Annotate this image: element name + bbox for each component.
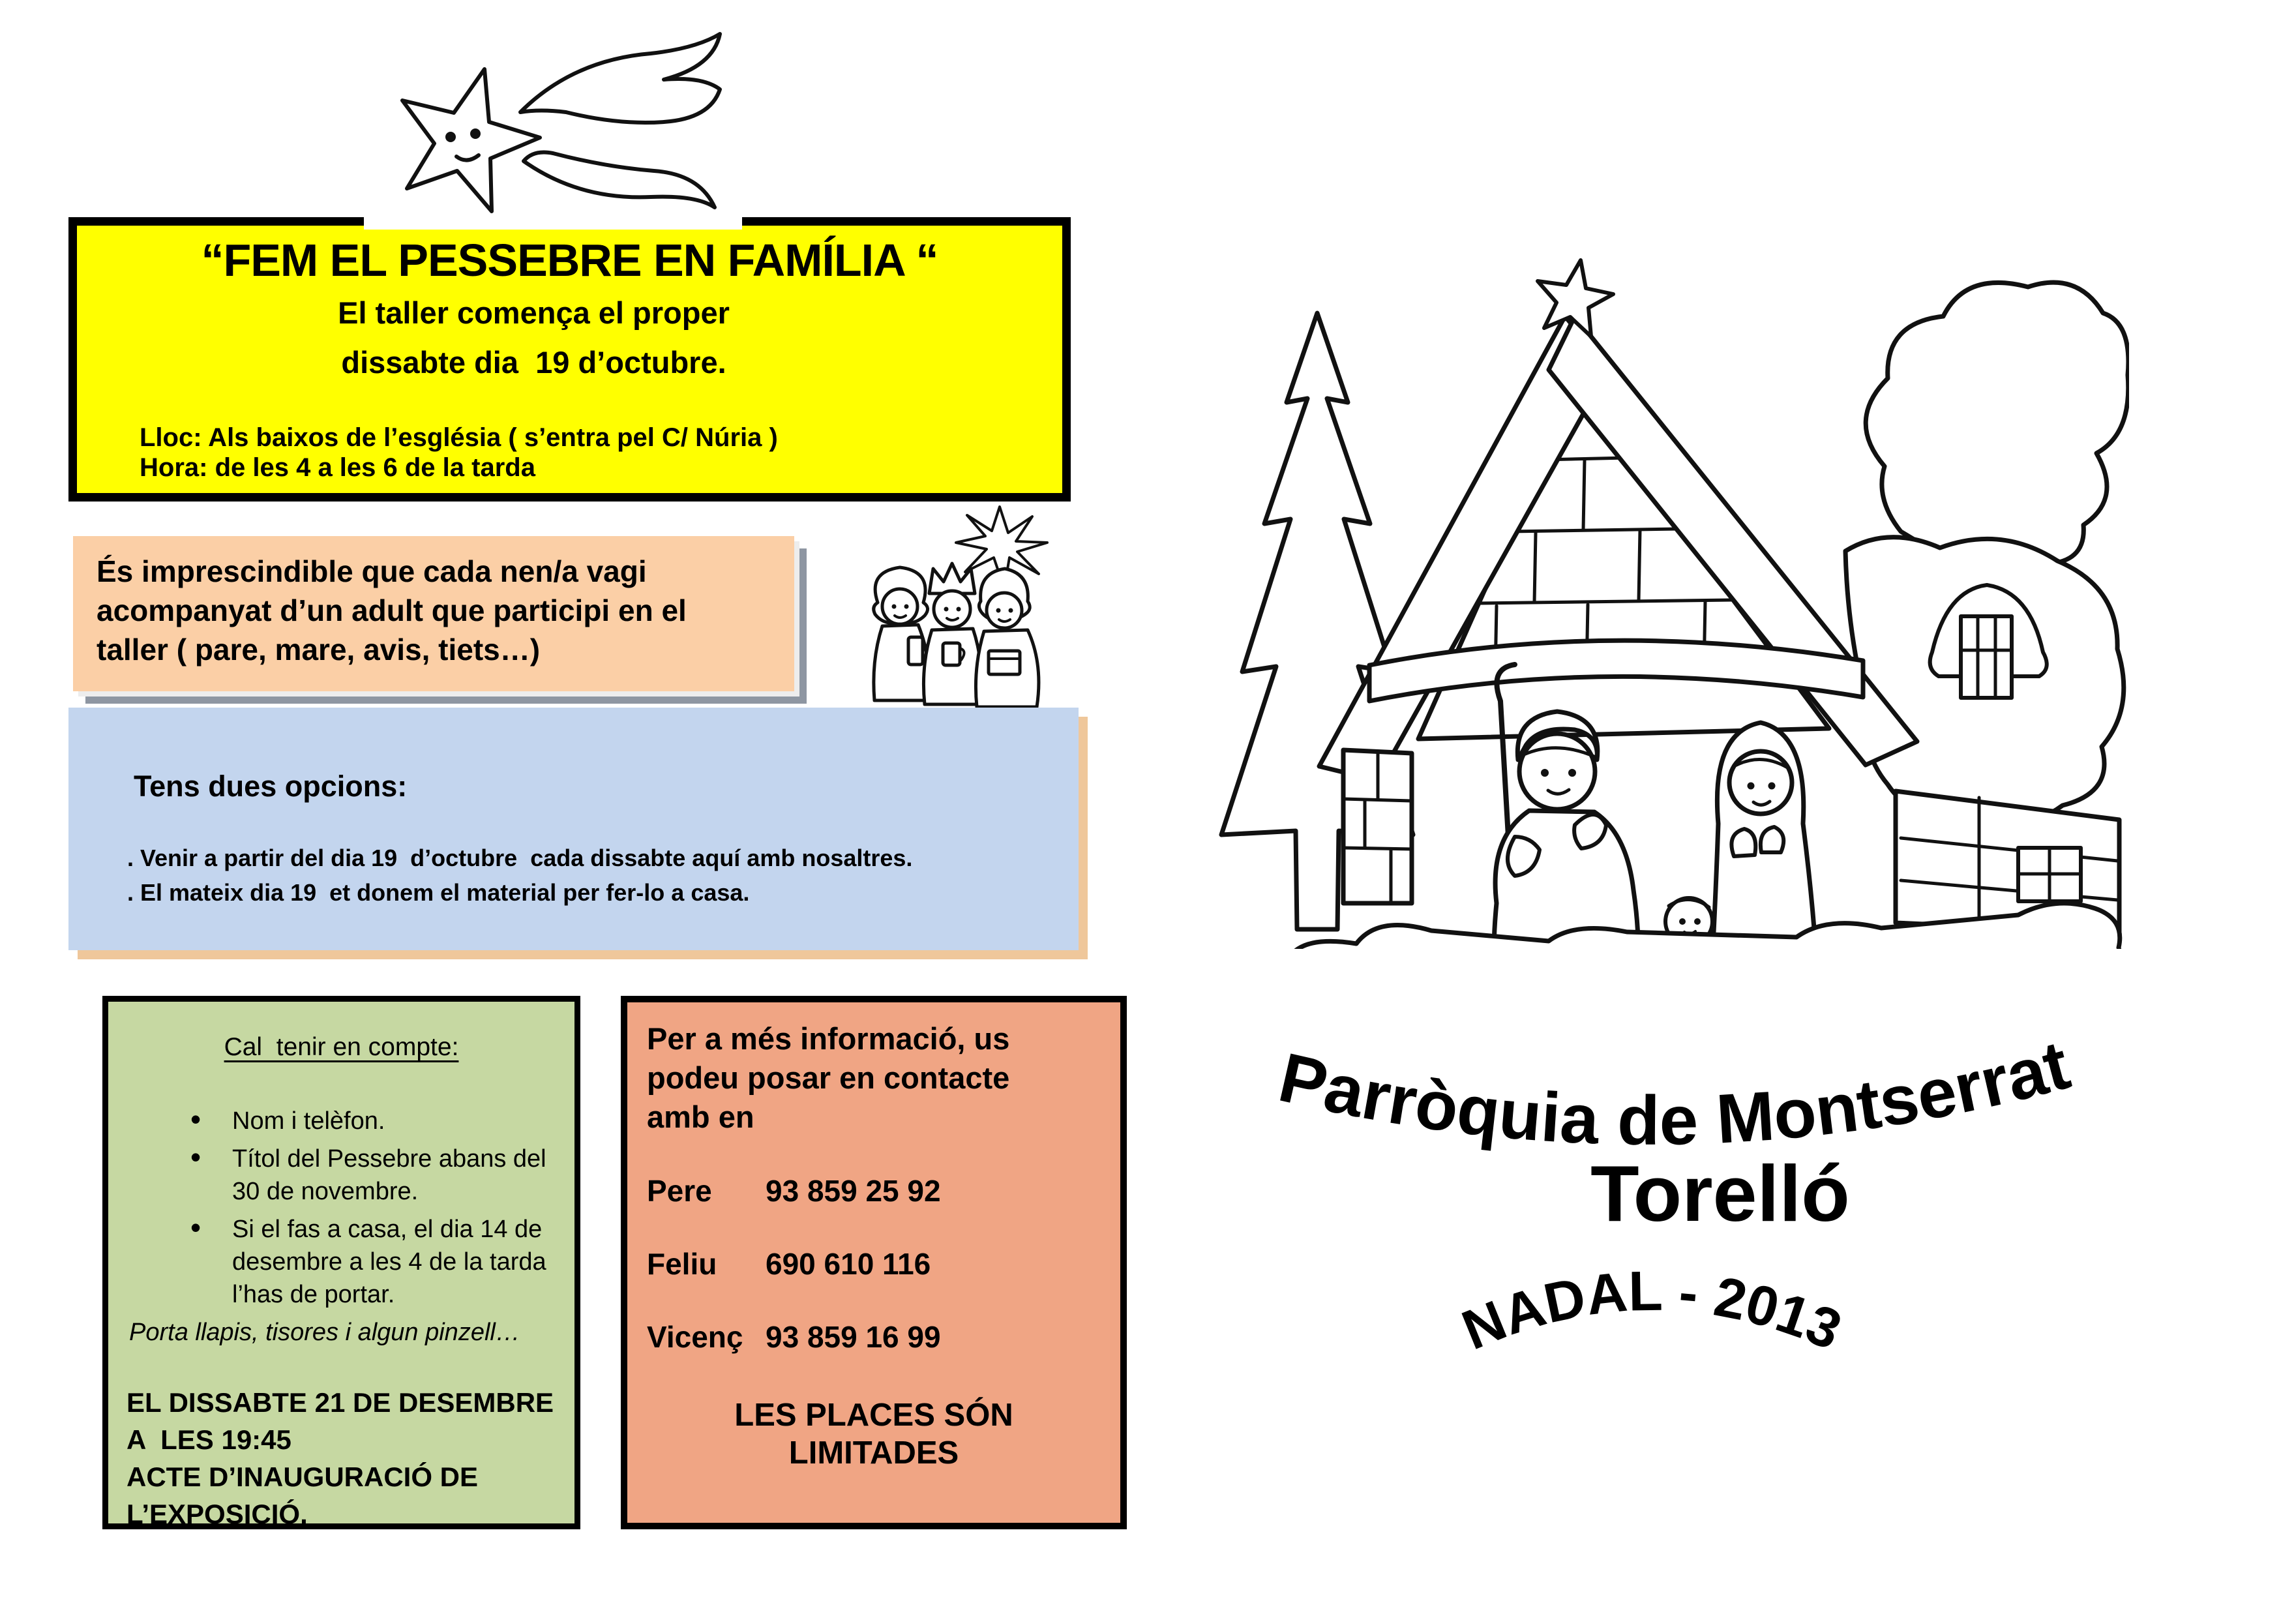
contact-row	[647, 1319, 1120, 1355]
checklist-heading: Cal tenir en compte:	[224, 1033, 459, 1061]
limited-places-line-2: LIMITADES	[788, 1435, 959, 1471]
contact-info-box	[621, 996, 1127, 1529]
checklist-box	[102, 996, 580, 1529]
exhibition-announcement	[127, 1384, 556, 1533]
wordart-parish-line: Parròquia de Montserrat	[1272, 1025, 2078, 1160]
wordart-nadal-line: NADAL - 2013	[1454, 1259, 1851, 1362]
materials-note: Porta llapis, tisores i algun pinzell…	[129, 1319, 520, 1346]
announcement-line-2: A LES 19:45	[127, 1424, 291, 1455]
parish-wordart	[1219, 991, 2152, 1409]
workshop-subtitle-1: El taller comença el proper	[338, 295, 730, 330]
contact-row	[647, 1173, 1120, 1208]
contact-row	[647, 1246, 1120, 1281]
workshop-title: “FEM EL PESSEBRE EN FAMÍLIA “	[201, 235, 938, 286]
limited-places-note	[647, 1396, 1120, 1472]
wordart-town-line: Torelló	[1590, 1149, 1850, 1238]
announcement-line-1: EL DISSABTE 21 DE DESEMBRE	[127, 1387, 554, 1418]
checklist-item: • Títol del Pessebre abans del 30 de novembre.	[232, 1143, 556, 1208]
contact-phone: 93 859 16 99	[766, 1320, 941, 1354]
contact-list	[647, 1173, 1120, 1355]
limited-places-line-1: LES PLACES SÓN	[734, 1398, 1013, 1433]
workshop-subtitle-2: dissabte dia 19 d’octubre.	[341, 345, 726, 380]
workshop-time: Hora: de les 4 a les 6 de la tarda	[140, 453, 535, 482]
workshop-announcement-box	[68, 217, 1071, 502]
announcement-line-4: L’EXPOSICIÓ.	[127, 1499, 308, 1529]
contact-intro-2: podeu posar en contacte	[647, 1060, 1010, 1095]
two-options-box	[68, 708, 1079, 950]
three-kings-icon	[853, 503, 1049, 710]
contact-phone: 93 859 25 92	[766, 1174, 941, 1208]
notice-line-3: taller ( pare, mare, avis, tiets…)	[97, 633, 541, 667]
contact-name: Vicenç	[647, 1320, 743, 1354]
option-1: . Venir a partir del dia 19 d’octubre cada dissabte aquí amb nosaltres.	[127, 845, 913, 871]
checklist-item: • Nom i telèfon.	[232, 1105, 556, 1137]
shooting-star-icon	[357, 14, 726, 223]
checklist	[127, 1105, 556, 1311]
contact-intro-1: Per a més informació, us	[647, 1021, 1010, 1056]
checklist-item: • Si el fas a casa, el dia 14 de desembre a les 4 de la tarda l’has de portar.	[232, 1213, 556, 1311]
notice-line-2: acompanyat d’un adult que participi en el	[97, 593, 687, 627]
nativity-scene-icon	[1210, 251, 2129, 949]
contact-phone: 690 610 116	[766, 1247, 931, 1281]
contact-name: Feliu	[647, 1247, 717, 1281]
adult-required-notice-box	[73, 536, 794, 691]
workshop-location: Lloc: Als baixos de l’església ( s’entra pel C/ Núria )	[140, 423, 778, 452]
announcement-line-3: ACTE D’INAUGURACIÓ DE	[127, 1461, 479, 1492]
notice-line-1: És imprescindible que cada nen/a vagi	[97, 554, 647, 588]
contact-name: Pere	[647, 1174, 712, 1208]
option-2: . El mateix dia 19 et donem el material per fer-lo a casa.	[127, 879, 750, 906]
options-heading: Tens dues opcions:	[134, 770, 408, 803]
contact-intro-3: amb en	[647, 1100, 754, 1134]
